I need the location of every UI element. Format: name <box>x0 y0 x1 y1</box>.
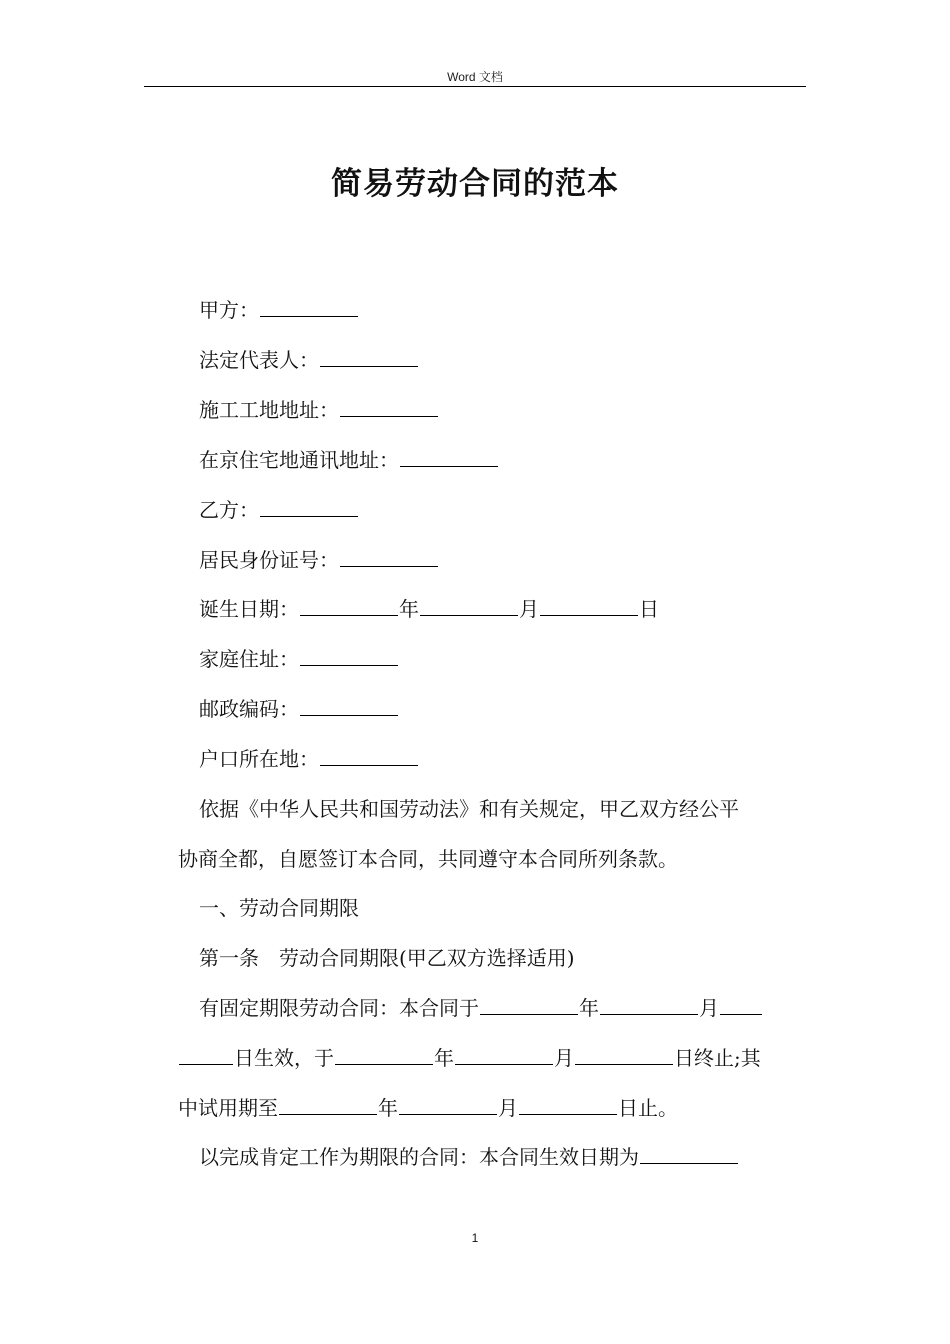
fill-blank <box>540 595 638 616</box>
fill-blank <box>260 296 358 317</box>
field-label: 诞生日期： <box>199 597 299 621</box>
header-rule <box>144 86 806 87</box>
fill-blank <box>340 396 438 417</box>
field-beijing-address <box>178 445 829 475</box>
field-party-a <box>178 295 829 325</box>
field-site-address <box>178 395 829 425</box>
fill-blank <box>600 994 698 1015</box>
field-label: 甲方： <box>199 298 259 322</box>
field-party-b <box>178 495 829 525</box>
fill-blank <box>640 1143 738 1164</box>
fill-blank <box>300 695 398 716</box>
intro-paragraph-line-1: 依据《中华人民共和国劳动法》和有关规定，甲乙双方经公平 <box>199 797 739 821</box>
fill-blank <box>575 1044 673 1065</box>
field-label: 乙方： <box>199 498 259 522</box>
field-label: 法定代表人： <box>199 348 319 372</box>
clause-text: 中试用期至 <box>178 1096 278 1120</box>
fill-blank <box>179 1044 233 1065</box>
article-heading: 第一条 劳动合同期限(甲乙双方选择适用) <box>199 946 575 970</box>
clause-text: 日终止;其 <box>674 1046 761 1070</box>
task-term-line <box>178 1142 829 1172</box>
fixed-term-line-2 <box>178 1043 808 1073</box>
fill-blank <box>279 1094 377 1115</box>
month-label: 月 <box>498 1096 518 1120</box>
field-id-number <box>178 545 829 575</box>
intro-paragraph-line-2: 协商全都，自愿签订本合同，共同遵守本合同所列条款。 <box>178 847 678 871</box>
year-label: 年 <box>579 996 599 1020</box>
fill-blank <box>320 346 418 367</box>
month-label: 月 <box>554 1046 574 1070</box>
fill-blank <box>400 446 498 467</box>
field-postal-code <box>178 694 829 724</box>
fill-blank <box>340 546 438 567</box>
month-label: 月 <box>519 597 539 621</box>
field-label: 在京住宅地通讯地址： <box>199 448 399 472</box>
clause-text: 以完成肯定工作为期限的合同：本合同生效日期为 <box>199 1145 639 1169</box>
clause-text: 有固定期限劳动合同：本合同于 <box>199 996 479 1020</box>
page-number: 1 <box>471 1231 479 1245</box>
probation-line <box>178 1093 808 1123</box>
fill-blank <box>480 994 578 1015</box>
year-label: 年 <box>434 1046 454 1070</box>
field-label: 户口所在地： <box>199 747 319 771</box>
day-label: 日 <box>639 597 659 621</box>
fixed-term-line-1 <box>178 993 829 1023</box>
fill-blank <box>300 645 398 666</box>
fill-blank <box>320 745 418 766</box>
year-label: 年 <box>378 1096 398 1120</box>
field-label: 家庭住址： <box>199 647 299 671</box>
fill-blank <box>720 994 762 1015</box>
clause-text: 日止。 <box>618 1096 678 1120</box>
year-label: 年 <box>399 597 419 621</box>
clause-text: 日生效，于 <box>234 1046 334 1070</box>
fill-blank <box>420 595 518 616</box>
fill-blank <box>300 595 398 616</box>
fill-blank <box>455 1044 553 1065</box>
month-label: 月 <box>699 996 719 1020</box>
fill-blank <box>260 496 358 517</box>
field-label: 居民身份证号： <box>199 548 339 572</box>
fill-blank <box>519 1094 617 1115</box>
field-label: 邮政编码： <box>199 697 299 721</box>
field-home-address <box>178 644 829 674</box>
page-header-label: Word 文档 <box>447 70 503 84</box>
field-birth-date <box>178 594 829 624</box>
field-label: 施工工地地址： <box>199 398 339 422</box>
document-title: 简易劳动合同的范本 <box>331 166 619 202</box>
field-household-location <box>178 744 829 774</box>
field-legal-rep <box>178 345 829 375</box>
fill-blank <box>335 1044 433 1065</box>
fill-blank <box>399 1094 497 1115</box>
section-heading: 一、劳动合同期限 <box>199 896 359 920</box>
